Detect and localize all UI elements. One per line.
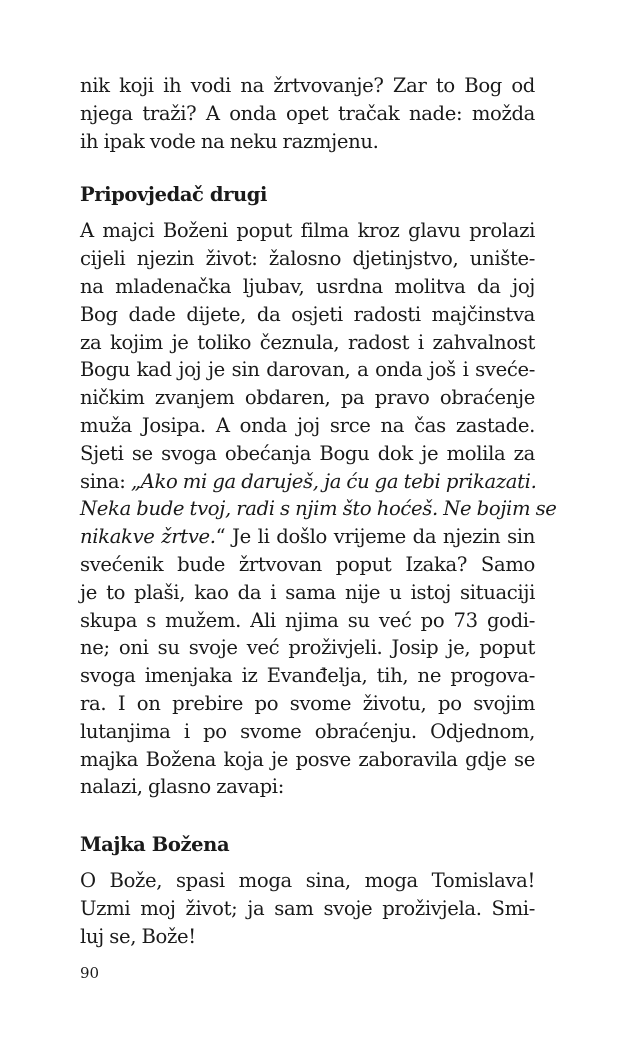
text-line: muža Josipa. A onda joj srce na čas zastade. (80, 413, 535, 437)
text-line: Sjeti se svoga obećanja Bogu dok je molila za (80, 441, 535, 465)
narrator-paragraph (80, 217, 557, 801)
text-line: ničkim zvanjem obdaren, pa pravo obraćenje (80, 386, 535, 410)
text-line: majka Božena koja je posve zaboravila gdje se (80, 747, 535, 771)
quote-prefix: sina: (80, 469, 131, 493)
quote-line (80, 495, 557, 523)
text-line: O Bože, spasi moga sina, moga Tomislava! (80, 869, 535, 893)
text-line: ra. I on prebire po svome životu, po svojim (80, 691, 535, 715)
quote-text: Neka bude tvoj, radi s njim što hoćeš. Ne bojim se (80, 497, 557, 521)
quote-text: „Ako mi ga daruješ, ja ću ga tebi prikazati. (130, 469, 537, 493)
text-line: za kojim je toliko čeznula, radost i zahvalnost (80, 330, 535, 354)
section-heading-mother: Majka Božena (80, 833, 230, 857)
text-line: Bog dade dijete, da osjeti radosti majčinstva (80, 302, 535, 326)
quote-text: nikakve žrtve. (80, 525, 216, 549)
text-line: Uzmi moj život; ja sam svoje proživjela. Smi- (80, 896, 535, 920)
text-line: cijeli njezin život: žalosno djetinjstvo, unište- (80, 247, 535, 271)
text-line: svoga imenjaka iz Evanđelja, tih, ne progova- (80, 664, 535, 688)
text-line: lutanjima i po svome obraćenju. Odjednom, (80, 719, 535, 743)
text-line: A majci Boženi poput filma kroz glavu prolazi (80, 219, 535, 243)
text-line: nik koji ih vodi na žrtvovanje? Zar to Bog od (80, 74, 535, 97)
text-line: luj se, Bože! (80, 924, 196, 948)
mother-paragraph (80, 867, 535, 950)
intro-paragraph (80, 72, 535, 155)
text-line: ih ipak vode na neku razmjenu. (80, 129, 379, 153)
text-line: Bogu kad joj je sin darovan, a onda još i sveće- (80, 358, 535, 382)
text-line: na mladenačka ljubav, usrdna molitva da joj (80, 274, 535, 298)
text-line: njega traži? A onda opet tračak nade: možda (80, 101, 535, 125)
page-content (80, 72, 557, 951)
text-line: skupa s mužem. Ali njima su već po 73 godi- (80, 608, 535, 632)
text-line: je to plaši, kao da i sama nije u istoj situaciji (80, 580, 535, 604)
text-line: nalazi, glasno zavapi: (80, 775, 284, 799)
page-number: 90 (80, 964, 100, 982)
quote-line (80, 523, 535, 551)
text-line: svećenik bude žrtvovan poput Izaka? Samo (80, 552, 535, 576)
quote-close: “ Je li došlo vrijeme da njezin sin (215, 525, 535, 549)
quote-line (80, 468, 535, 496)
text-line: ne; oni su svoje već proživjeli. Josip je, poput (80, 636, 535, 660)
section-heading-narrator: Pripovjedač drugi (80, 183, 268, 207)
